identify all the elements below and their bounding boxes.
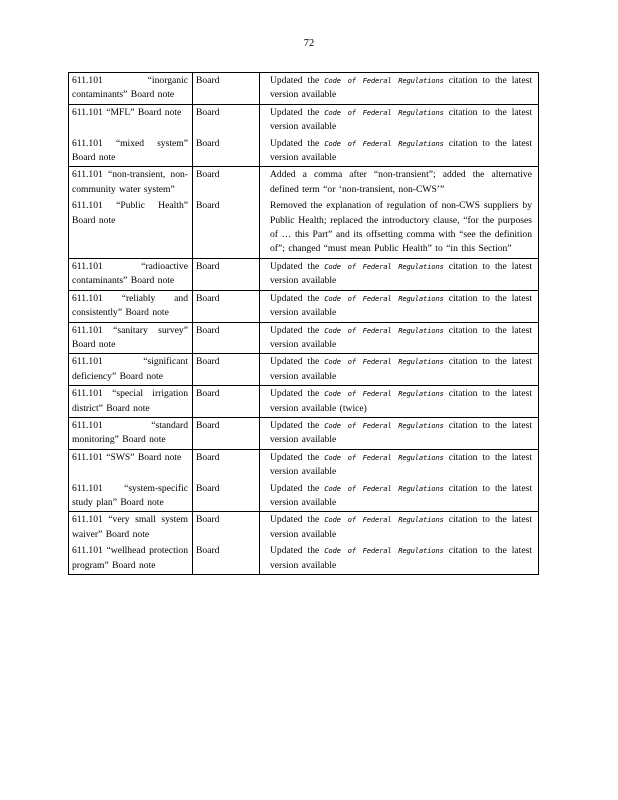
- change-cell: Updated the Code of Federal Regulations citation to the latest version available: [260, 136, 539, 167]
- section-cell: 611.101 “significant deficiency” Board note: [69, 354, 193, 386]
- table-row: [69, 136, 539, 167]
- cfr-title: Code of Federal Regulations: [324, 357, 444, 367]
- cfr-title: Code of Federal Regulations: [324, 293, 444, 303]
- change-cell: Updated the Code of Federal Regulations citation to the latest version available: [260, 322, 539, 354]
- table-row: [69, 417, 539, 449]
- table-row: [69, 543, 539, 574]
- change-cell: Updated the Code of Federal Regulations citation to the latest version available: [260, 104, 539, 135]
- change-cell: Added a comma after “non-transient”; added the alternative defined term “or ‘non-transient, non-CWS’”: [260, 167, 539, 198]
- page-number: 72: [303, 38, 315, 49]
- section-cell: 611.101 “radioactive contaminants” Board note: [69, 258, 193, 290]
- section-cell: 611.101 “standard monitoring” Board note: [69, 417, 193, 449]
- section-cell: 611.101 “system-specific study plan” Board note: [69, 481, 193, 512]
- source-cell: Board: [193, 322, 260, 354]
- section-cell: 611.101 “Public Health” Board note: [69, 198, 193, 258]
- changes-table: [68, 72, 539, 575]
- source-cell: Board: [193, 512, 260, 543]
- cfr-title: Code of Federal Regulations: [324, 389, 444, 399]
- source-cell: Board: [193, 167, 260, 198]
- section-cell: 611.101 “SWS” Board note: [69, 449, 193, 480]
- section-cell: 611.101 “MFL” Board note: [69, 104, 193, 135]
- change-cell: Updated the Code of Federal Regulations citation to the latest version available (twice): [260, 386, 539, 418]
- cfr-title: Code of Federal Regulations: [324, 483, 444, 493]
- cfr-title: Code of Federal Regulations: [324, 76, 444, 85]
- change-cell: Updated the Code of Federal Regulations citation to the latest version available: [260, 290, 539, 322]
- table-row: [69, 290, 539, 322]
- source-cell: Board: [193, 104, 260, 135]
- section-cell: 611.101 “special irrigation district” Board note: [69, 386, 193, 418]
- change-cell: Updated the Code of Federal Regulations citation to the latest version available: [260, 417, 539, 449]
- section-cell: 611.101 “non-transient, non-community water system”: [69, 167, 193, 198]
- source-cell: Board: [193, 449, 260, 480]
- source-cell: Board: [193, 198, 260, 258]
- change-cell: Updated the Code of Federal Regulations citation to the latest version available: [260, 449, 539, 480]
- section-cell: 611.101 “wellhead protection program” Board note: [69, 543, 193, 574]
- source-cell: Board: [193, 543, 260, 574]
- table-row: [69, 198, 539, 258]
- source-cell: Board: [193, 386, 260, 418]
- change-cell: Removed the explanation of regulation of non-CWS suppliers by Public Health; replaced the introductory clause, “for the purposes of … this Part” and its offsetting comma with “see the definition of”; changed “must mean Public Health” to “in this Section”: [260, 198, 539, 258]
- change-cell: Updated the Code of Federal Regulations citation to the latest version available: [260, 512, 539, 543]
- source-cell: Board: [193, 481, 260, 512]
- section-cell: 611.101 “mixed system” Board note: [69, 136, 193, 167]
- cfr-title: Code of Federal Regulations: [324, 452, 444, 462]
- table-row: [69, 386, 539, 418]
- table-row: [69, 73, 539, 105]
- cfr-title: Code of Federal Regulations: [324, 420, 444, 430]
- table-row: [69, 481, 539, 512]
- table-row: [69, 322, 539, 354]
- cfr-title: Code of Federal Regulations: [324, 515, 444, 525]
- source-cell: Board: [193, 73, 260, 105]
- table-row: [69, 104, 539, 135]
- section-cell: 611.101 “sanitary survey” Board note: [69, 322, 193, 354]
- change-cell: Updated the Code of Federal Regulations citation to the latest version available: [260, 258, 539, 290]
- table-row: [69, 354, 539, 386]
- cfr-title: Code of Federal Regulations: [324, 325, 444, 335]
- change-cell: Updated the Code of Federal Regulations citation to the latest version available: [260, 543, 539, 574]
- cfr-title: Code of Federal Regulations: [324, 261, 444, 271]
- source-cell: Board: [193, 354, 260, 386]
- source-cell: Board: [193, 290, 260, 322]
- source-cell: Board: [193, 258, 260, 290]
- section-cell: 611.101 “very small system waiver” Board note: [69, 512, 193, 543]
- change-cell: Updated the Code of Federal Regulations citation to the latest version available: [260, 481, 539, 512]
- table-row: [69, 512, 539, 543]
- cfr-title: Code of Federal Regulations: [324, 546, 444, 556]
- source-cell: Board: [193, 417, 260, 449]
- table-row: [69, 449, 539, 480]
- source-cell: Board: [193, 136, 260, 167]
- table-row: [69, 258, 539, 290]
- change-cell: Updated the Code of Federal Regulations citation to the latest version available: [260, 73, 539, 105]
- section-cell: 611.101 “inorganic contaminants” Board note: [69, 73, 193, 105]
- section-cell: 611.101 “reliably and consistently” Board note: [69, 290, 193, 322]
- cfr-title: Code of Federal Regulations: [324, 138, 444, 148]
- table-row: [69, 167, 539, 198]
- change-cell: Updated the Code of Federal Regulations citation to the latest version available: [260, 354, 539, 386]
- cfr-title: Code of Federal Regulations: [324, 107, 444, 117]
